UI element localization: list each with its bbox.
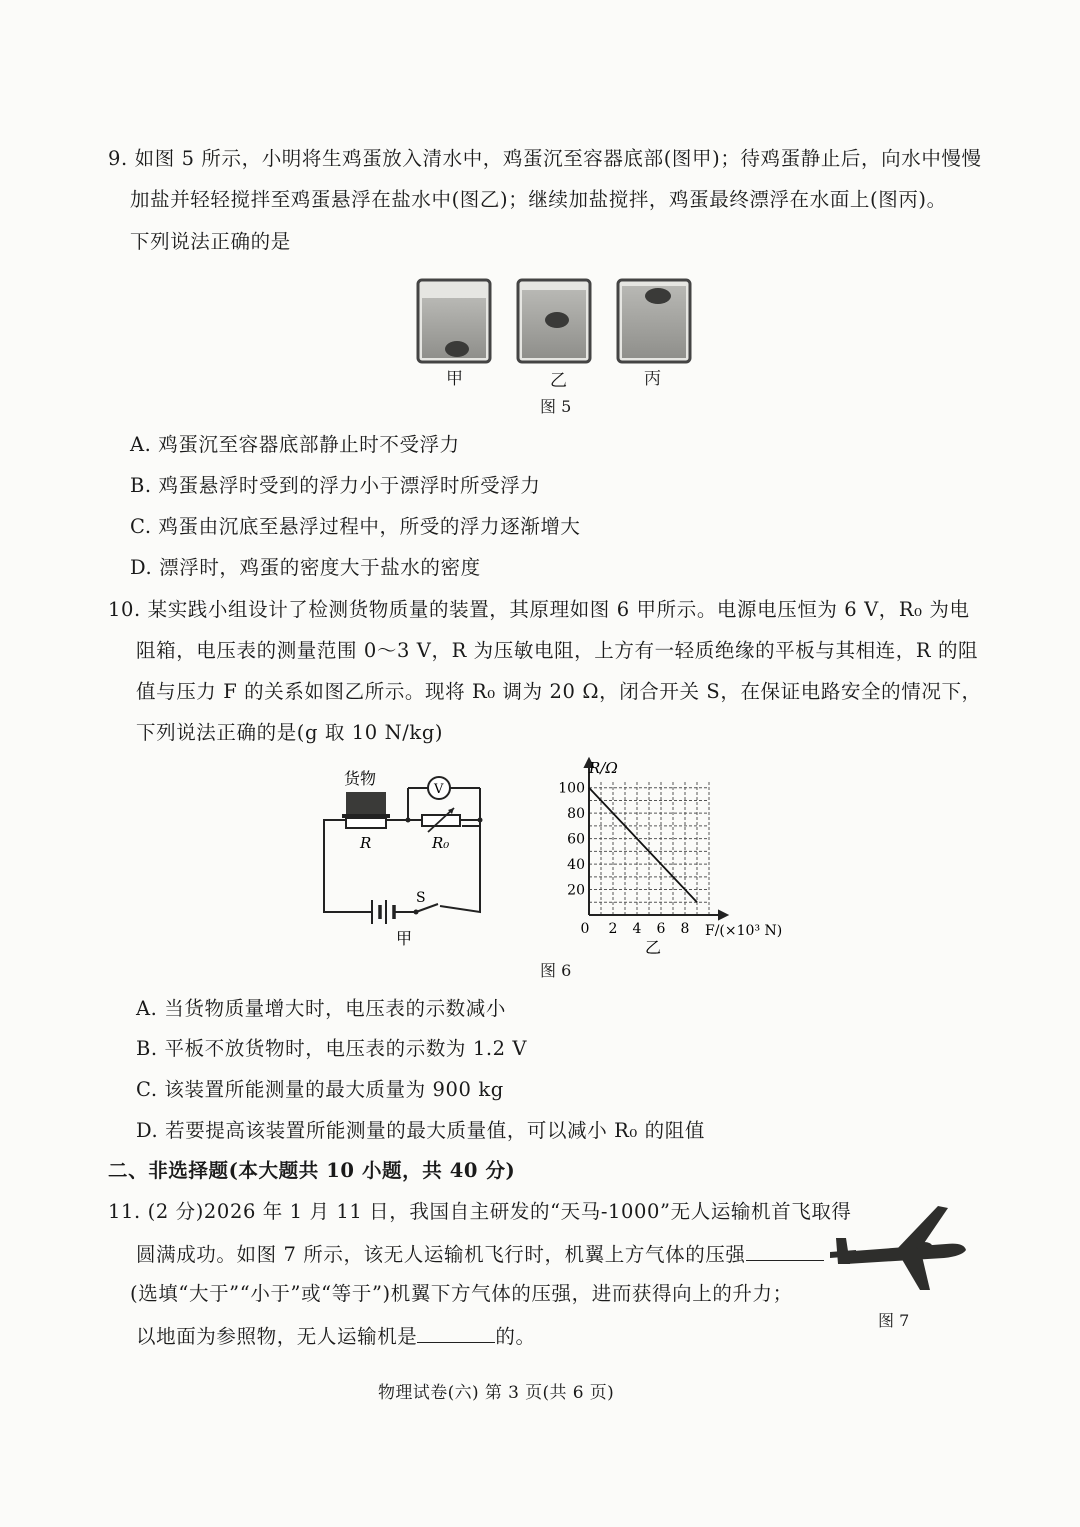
switch-label: S <box>416 890 426 906</box>
q11-line4-text: 以地面为参照物，无人运输机是 <box>136 1325 418 1348</box>
x-tick-label: 6 <box>656 921 666 937</box>
q10-option-a: A. 当货物质量增大时，电压表的示数减小 <box>136 997 506 1020</box>
egg-sunk <box>445 341 469 357</box>
y-tick-label: 60 <box>567 831 585 848</box>
q11-line2-text: 圆满成功。如图 7 所示，该无人运输机飞行时，机翼上方气体的压强 <box>136 1243 746 1266</box>
q10-option-b: B. 平板不放货物时，电压表的示数为 1.2 V <box>136 1037 528 1060</box>
fig5-caption: 图 5 <box>540 397 572 416</box>
figure-6-graph <box>555 755 805 960</box>
q9-line2: 加盐并轻轻搅拌至鸡蛋悬浮在盐水中(图乙)；继续加盐搅拌，鸡蛋最终漂浮在水面上(图丙)。 <box>130 188 947 211</box>
q9-line1: 9. 如图 5 所示，小明将生鸡蛋放入清水中，鸡蛋沉至容器底部(图甲)；待鸡蛋静止后，向水中慢慢 <box>108 147 982 170</box>
q10-line1: 10. 某实践小组设计了检测货物质量的装置，其原理如图 6 甲所示。电源电压恒为 6 V，R₀ 为电 <box>108 598 970 621</box>
q10-line3: 值与压力 F 的关系如图乙所示。现将 R₀ 调为 20 Ω，闭合开关 S，在保证电路安全的情况下， <box>136 680 982 703</box>
cargo-block <box>346 792 386 814</box>
x-tick-label: 8 <box>680 921 690 937</box>
fig5-label-jia: 甲 <box>446 369 463 389</box>
q11-line1: 11. (2 分)2026 年 1 月 11 日，我国自主研发的“天马-1000”无人运输机首飞取得 <box>108 1200 852 1223</box>
beaker-bing <box>618 280 690 362</box>
y-tick-label: 100 <box>558 780 585 797</box>
figure-7-plane <box>826 1200 976 1300</box>
series-line-r-vs-f <box>589 788 697 903</box>
x-tick-label: 2 <box>608 921 618 937</box>
q10-line2: 阻箱，电压表的测量范围 0～3 V，R 为压敏电阻，上方有一轻质绝缘的平板与其相连，R 的阻 <box>136 639 979 662</box>
q10-option-c: C. 该装置所能测量的最大质量为 900 kg <box>136 1078 504 1101</box>
r0-label: R₀ <box>432 834 450 852</box>
fig5-label-yi: 乙 <box>550 371 567 391</box>
y-tick-label: 20 <box>567 882 585 899</box>
figure-6-circuit <box>310 760 510 956</box>
x-axis-arrow <box>719 911 727 919</box>
y-tick-label: 80 <box>567 806 585 823</box>
r-label: R <box>360 834 372 852</box>
egg-floating <box>645 288 671 304</box>
y-tick-label: 40 <box>567 857 585 874</box>
fig7-caption: 图 7 <box>878 1311 910 1330</box>
egg-suspended <box>545 312 569 328</box>
beaker-jia <box>418 280 490 362</box>
q11-line4-end: 的。 <box>495 1325 536 1348</box>
graph-y-label: R/Ω <box>589 759 618 777</box>
q11-line2 <box>136 1240 824 1268</box>
cargo-label: 货物 <box>344 769 377 788</box>
q9-option-d: D. 漂浮时，鸡蛋的密度大于盐水的密度 <box>130 556 481 579</box>
fig6-caption: 图 6 <box>540 961 572 980</box>
x-tick-label: 0 <box>580 921 590 937</box>
page-footer: 物理试卷(六) 第 3 页(共 6 页) <box>378 1383 615 1403</box>
q10-option-d: D. 若要提高该装置所能测量的最大质量值，可以减小 R₀ 的阻值 <box>136 1119 705 1142</box>
fig5-label-bing: 丙 <box>644 369 661 389</box>
graph-sub-label: 乙 <box>645 938 662 957</box>
circuit-sub-label: 甲 <box>396 929 413 948</box>
voltmeter-label: V <box>434 782 444 797</box>
q11-line4 <box>136 1322 536 1350</box>
q9-option-a: A. 鸡蛋沉至容器底部静止时不受浮力 <box>130 433 460 456</box>
resistor-r <box>346 818 386 828</box>
q10-line4: 下列说法正确的是(g 取 10 N/kg) <box>136 721 444 744</box>
section-2-heading: 二、非选择题(本大题共 10 小题，共 40 分) <box>108 1159 516 1182</box>
q9-option-c: C. 鸡蛋由沉底至悬浮过程中，所受的浮力逐渐增大 <box>130 515 581 538</box>
q9-line3: 下列说法正确的是 <box>130 230 291 253</box>
graph-x-label: F/(×10³ N) <box>705 923 783 939</box>
q11-blank-2[interactable] <box>417 1322 495 1343</box>
x-tick-label: 4 <box>632 921 642 937</box>
q11-blank-1[interactable] <box>746 1240 824 1261</box>
q9-option-b: B. 鸡蛋悬浮时受到的浮力小于漂浮时所受浮力 <box>130 474 541 497</box>
beaker-yi <box>518 280 590 362</box>
q11-line3: (选填“大于”“小于”或“等于”)机翼下方气体的压强，进而获得向上的升力； <box>130 1282 793 1305</box>
